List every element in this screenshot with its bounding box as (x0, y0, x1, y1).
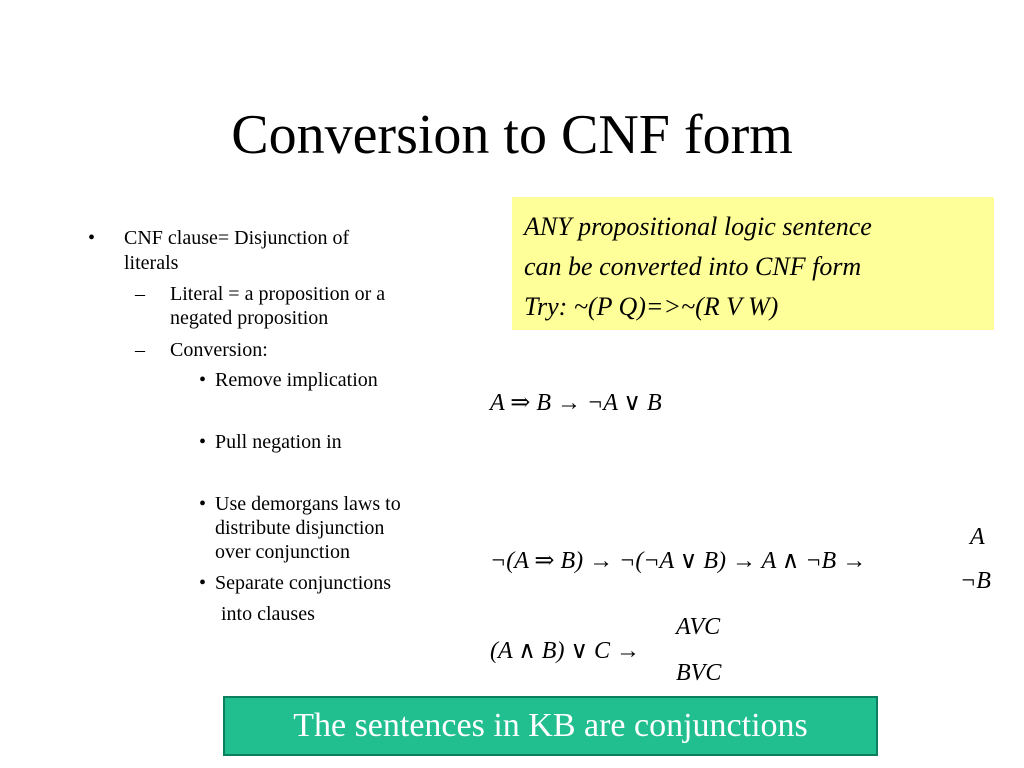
step-separate-line2: into clauses (221, 603, 315, 625)
info-box-line1: ANY propositional logic sentence (524, 212, 872, 241)
formula-implication-elimination: A ⇒ B → ¬A ∨ B (490, 390, 662, 416)
dash-marker: – (135, 283, 145, 305)
sub-bullet-conversion: Conversion: (170, 339, 268, 361)
bullet-marker: • (199, 493, 207, 515)
step-demorgan-line2: distribute disjunction (215, 517, 385, 539)
formula-distribution: (A ∧ B) ∨ C → (490, 638, 641, 664)
sub-bullet-literal-line2: negated proposition (170, 307, 329, 329)
bullet-marker: • (199, 431, 207, 453)
bullet-marker: • (199, 369, 207, 391)
step-demorgan-line1: Use demorgans laws to (215, 493, 401, 515)
formula-clause-avc: AVC (676, 614, 721, 640)
step-pull-negation: Pull negation in (215, 431, 342, 453)
info-box-line2: can be converted into CNF form (524, 252, 862, 281)
step-remove-implication: Remove implication (215, 369, 378, 391)
formula-negation-push: ¬(A ⇒ B) → ¬(¬A ∨ B) → A ∧ ¬B → (490, 548, 867, 574)
bullet-marker: • (199, 572, 207, 594)
slide-title: Conversion to CNF form (231, 104, 793, 166)
formula-result-clause-not-b: ¬B (960, 568, 991, 594)
footer-banner: The sentences in KB are conjunctions (223, 696, 878, 756)
sub-bullet-literal-line1: Literal = a proposition or a (170, 283, 386, 305)
bullet-cnf-clause-line1: CNF clause= Disjunction of (124, 227, 350, 249)
formula-clause-bvc: BVC (676, 660, 722, 686)
step-demorgan-line3: over conjunction (215, 541, 350, 563)
bullet-cnf-clause-line2: literals (124, 252, 179, 274)
formula-result-clause-a: A (970, 524, 985, 550)
dash-marker: – (135, 339, 145, 361)
step-separate-line1: Separate conjunctions (215, 572, 392, 594)
info-box-line3: Try: ~(P Q)=>~(R V W) (524, 292, 779, 321)
bullet-marker: • (88, 227, 96, 249)
info-box (512, 197, 994, 330)
